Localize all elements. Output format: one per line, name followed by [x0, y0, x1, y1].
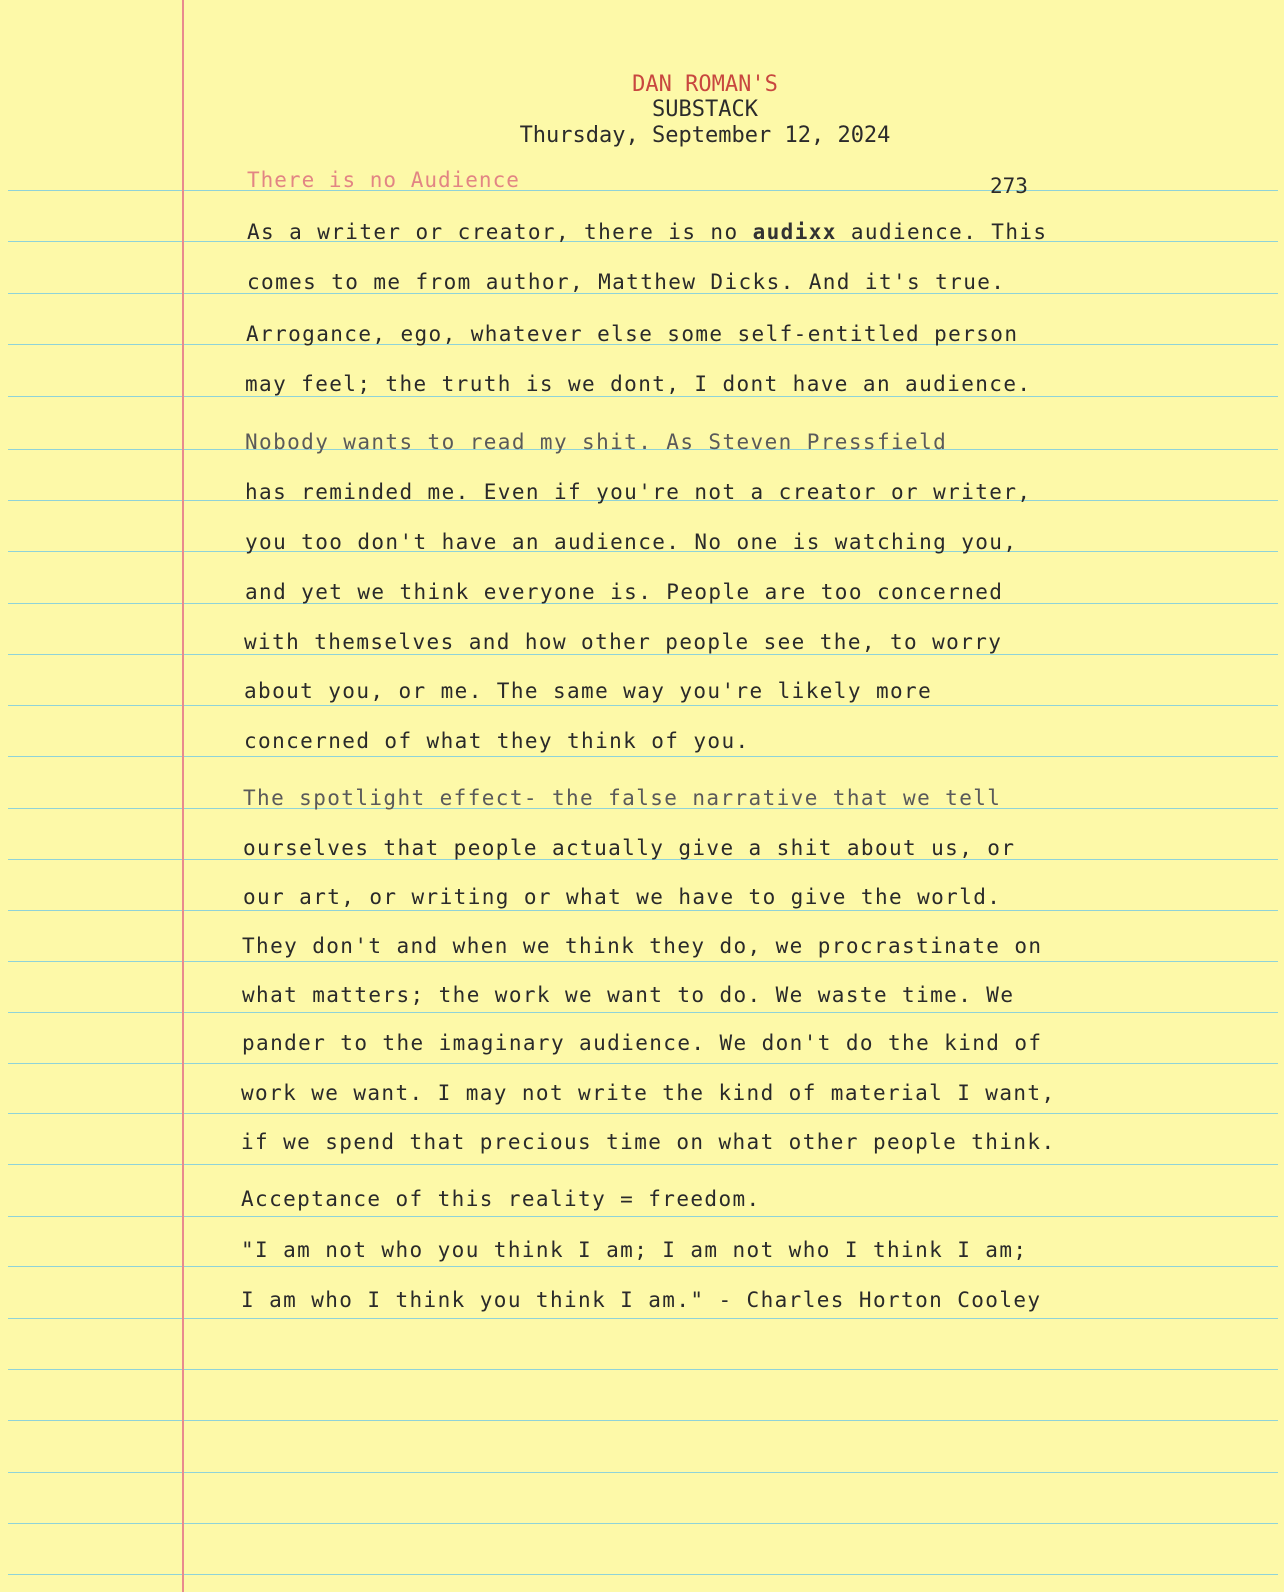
- body-line-20: Acceptance of this reality = freedom.: [241, 1187, 761, 1211]
- ruled-line: [8, 396, 1278, 397]
- header-name: DAN ROMAN'S: [632, 72, 778, 97]
- body-line-18: work we want. I may not write the kind of material I want,: [241, 1081, 1056, 1105]
- body-line-16: what matters; the work we want to do. We waste time. We: [242, 983, 1015, 1007]
- body-line-4: may feel; the truth is we dont, I dont have an audience.: [245, 372, 1032, 396]
- margin-line: [182, 0, 184, 1592]
- body-line-12: The spotlight effect- the false narrative that we tell: [243, 786, 1002, 810]
- ruled-line: [8, 1063, 1278, 1064]
- ruled-line: [8, 190, 1278, 191]
- body-line-11: concerned of what they think of you.: [244, 729, 750, 753]
- ruled-line: [8, 1369, 1278, 1370]
- ruled-line: [8, 961, 1278, 962]
- body-line-19: if we spend that precious time on what other people think.: [241, 1130, 1056, 1154]
- body-line-2: comes to me from author, Matthew Dicks. And it's true.: [247, 270, 1006, 294]
- body-line-17: pander to the imaginary audience. We don't do the kind of: [242, 1031, 1043, 1055]
- body-line-14: our art, or writing or what we have to give the world.: [243, 885, 1002, 909]
- body-line-7: you too don't have an audience. No one is watching you,: [245, 530, 1018, 554]
- quote-line-1: "I am not who you think I am; I am not who I think I am;: [241, 1238, 1028, 1262]
- post-number: 273: [990, 174, 1028, 198]
- body-line-8: and yet we think everyone is. People are too concerned: [245, 580, 1004, 604]
- header-date: Thursday, September 12, 2024: [519, 123, 891, 148]
- ruled-line: [8, 1472, 1278, 1473]
- ruled-line: [8, 1216, 1278, 1217]
- body-line-6: has reminded me. Even if you're not a creator or writer,: [245, 480, 1032, 504]
- ruled-line: [8, 910, 1278, 911]
- post-title: There is no Audience: [247, 168, 520, 192]
- ruled-line: [8, 1164, 1278, 1165]
- struck-word: audixx: [752, 220, 837, 244]
- body-line-5: Nobody wants to read my shit. As Steven Pressfield: [245, 430, 948, 454]
- quote-line-2: I am who I think you think I am." - Charles Horton Cooley: [241, 1288, 1042, 1312]
- body-line-9: with themselves and how other people see the, to worry: [244, 630, 1003, 654]
- body-line-13: ourselves that people actually give a shit about us, or: [243, 836, 1016, 860]
- ruled-line: [8, 705, 1278, 706]
- ruled-line: [8, 654, 1278, 655]
- header-publication: SUBSTACK: [652, 97, 758, 122]
- ruled-line: [8, 756, 1278, 757]
- ruled-line: [8, 1318, 1278, 1319]
- ruled-line: [8, 1266, 1278, 1267]
- body-line-15: They don't and when we think they do, we procrastinate on: [242, 934, 1043, 958]
- ruled-line: [8, 1523, 1278, 1524]
- ruled-line: [8, 1012, 1278, 1013]
- body-line-1: As a writer or creator, there is no audixx audience. This: [247, 220, 1048, 244]
- body-line-10: about you, or me. The same way you're likely more: [244, 679, 933, 703]
- ruled-line: [8, 1420, 1278, 1421]
- body-line-3: Arrogance, ego, whatever else some self-entitled person: [246, 322, 1019, 346]
- ruled-line: [8, 1113, 1278, 1114]
- ruled-line: [8, 1574, 1278, 1575]
